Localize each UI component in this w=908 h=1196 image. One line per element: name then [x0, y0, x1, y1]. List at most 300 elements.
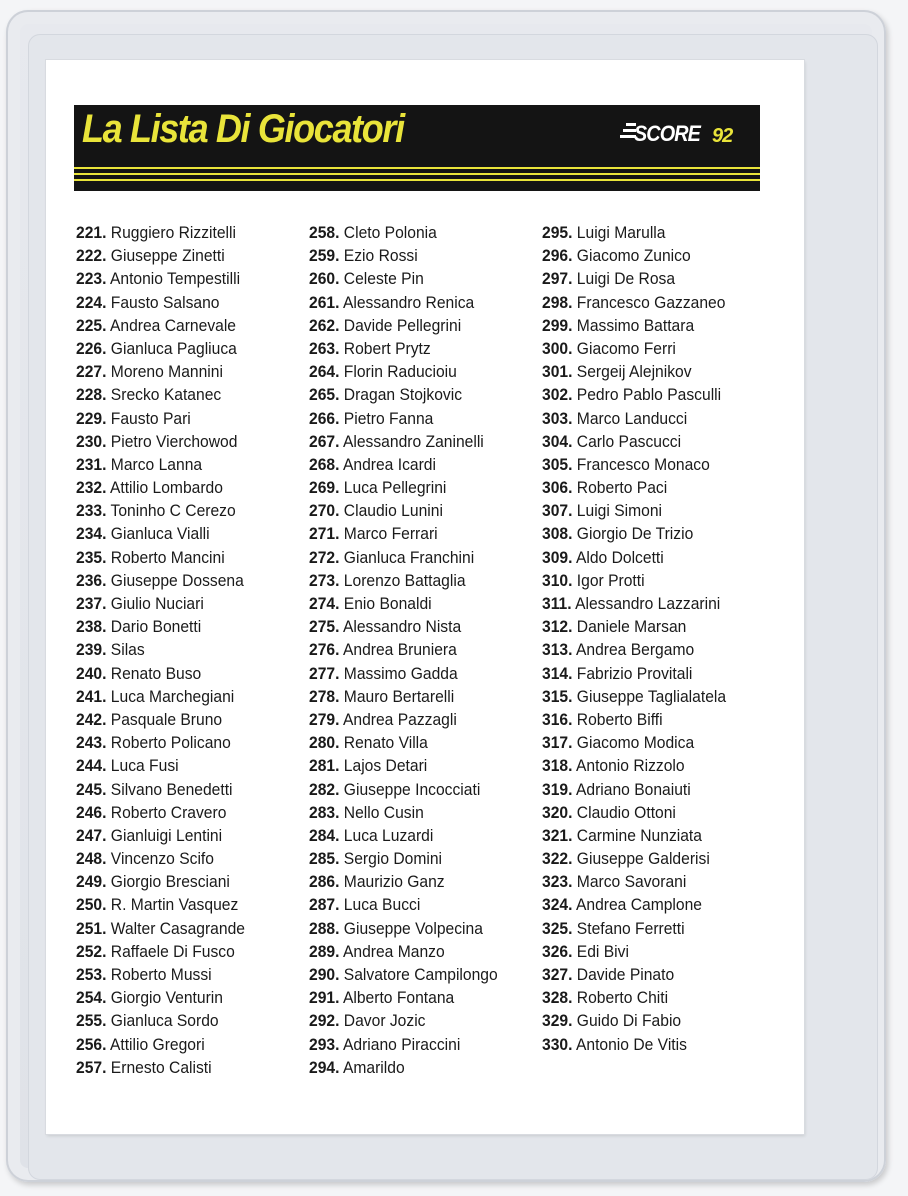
player-name: Giuseppe Zinetti — [110, 246, 225, 266]
player-name: Cleto Polonia — [343, 223, 437, 242]
card-number: 316. — [542, 709, 573, 729]
list-item — [309, 569, 498, 592]
list-item — [76, 383, 245, 406]
list-item — [76, 522, 245, 545]
player-name: Marco Savorani — [576, 872, 687, 892]
card-number: 291. — [309, 988, 340, 1008]
list-item — [542, 847, 726, 870]
player-name: Pedro Pablo Pasculli — [576, 385, 722, 405]
card-number: 263. — [309, 338, 340, 358]
list-item — [542, 638, 726, 661]
logo-year: 92 — [712, 125, 733, 147]
card-number: 240. — [76, 663, 107, 683]
list-item — [76, 662, 245, 685]
list-item — [76, 314, 245, 337]
list-item — [542, 314, 726, 337]
list-item — [76, 1033, 245, 1056]
card-number: 244. — [76, 756, 107, 776]
card-number: 287. — [309, 895, 340, 915]
player-name: Aldo Dolcetti — [575, 547, 664, 567]
player-name: R. Martin Vasquez — [110, 895, 239, 915]
player-name: Luigi Simoni — [576, 501, 663, 521]
list-item — [309, 244, 498, 267]
card-number: 238. — [76, 617, 107, 637]
player-name: Giacomo Modica — [576, 733, 695, 753]
list-item — [542, 917, 726, 940]
player-name: Lajos Detari — [343, 756, 428, 776]
player-name: Andrea Pazzagli — [342, 709, 457, 729]
list-item — [309, 1033, 498, 1056]
list-item — [542, 244, 726, 267]
list-item — [542, 754, 726, 777]
player-name: Luigi De Rosa — [576, 269, 676, 289]
list-item — [542, 337, 726, 360]
player-name: Giuseppe Galderisi — [576, 849, 710, 869]
player-name: Carlo Pascucci — [576, 431, 682, 451]
list-item — [309, 546, 498, 569]
player-name: Roberto Paci — [576, 478, 668, 498]
player-name: Davide Pellegrini — [343, 315, 462, 335]
list-item — [309, 638, 498, 661]
card-number: 313. — [542, 640, 573, 660]
list-item — [76, 546, 245, 569]
list-item — [76, 801, 245, 824]
card-number: 221. — [76, 223, 107, 242]
list-item — [542, 986, 726, 1009]
player-name: Roberto Chiti — [576, 988, 669, 1008]
list-item — [76, 476, 245, 499]
player-name: Guido Di Fabio — [576, 1011, 682, 1031]
list-item — [542, 615, 726, 638]
player-name: Gianluca Pagliuca — [110, 338, 237, 358]
card-number: 303. — [542, 408, 573, 428]
player-name: Silas — [110, 640, 145, 660]
card-number: 267. — [309, 431, 340, 451]
card-number: 285. — [309, 849, 340, 869]
player-name: Andrea Icardi — [342, 454, 436, 474]
checklist-card — [46, 60, 804, 1134]
list-item — [542, 893, 726, 916]
list-item — [542, 662, 726, 685]
player-name: Nello Cusin — [343, 802, 424, 822]
list-item — [542, 824, 726, 847]
player-name: Renato Buso — [110, 663, 202, 683]
card-number: 288. — [309, 918, 340, 938]
card-number: 328. — [542, 988, 573, 1008]
list-item — [309, 963, 498, 986]
list-item — [309, 940, 498, 963]
card-number: 312. — [542, 617, 573, 637]
player-name: Ezio Rossi — [343, 246, 418, 266]
player-name: Gianluca Franchini — [343, 547, 475, 567]
card-number: 270. — [309, 501, 340, 521]
checklist-column-3 — [542, 221, 742, 1056]
card-number: 310. — [542, 570, 573, 590]
player-name: Alessandro Renica — [342, 292, 475, 312]
player-name: Giacomo Zunico — [576, 246, 691, 266]
player-name: Antonio Rizzolo — [575, 756, 685, 776]
player-name: Silvano Benedetti — [110, 779, 233, 799]
list-item — [542, 407, 726, 430]
list-item — [76, 360, 245, 383]
player-name: Davor Jozic — [343, 1011, 426, 1031]
card-number: 278. — [309, 686, 340, 706]
card-number: 330. — [542, 1034, 573, 1054]
player-name: Walter Casagrande — [110, 918, 245, 938]
list-item — [76, 685, 245, 708]
player-name: Attilio Lombardo — [109, 478, 223, 498]
card-number: 233. — [76, 501, 107, 521]
player-name: Luigi Marulla — [576, 223, 666, 242]
player-name: Luca Bucci — [343, 895, 421, 915]
card-number: 306. — [542, 478, 573, 498]
list-item — [309, 337, 498, 360]
logo-text: SCORE — [634, 121, 700, 146]
card-number: 286. — [309, 872, 340, 892]
card-number: 300. — [542, 338, 573, 358]
list-item — [542, 360, 726, 383]
player-name: Claudio Lunini — [343, 501, 443, 521]
player-name: Attilio Gregori — [109, 1034, 205, 1054]
player-name: Giuseppe Dossena — [110, 570, 244, 590]
card-number: 279. — [309, 709, 340, 729]
list-item — [76, 337, 245, 360]
card-number: 284. — [309, 825, 340, 845]
player-name: Srecko Katanec — [110, 385, 222, 405]
card-number: 281. — [309, 756, 340, 776]
card-number: 226. — [76, 338, 107, 358]
card-number: 290. — [309, 965, 340, 984]
card-number: 325. — [542, 918, 573, 938]
player-name: Amarildo — [342, 1057, 405, 1077]
card-number: 253. — [76, 965, 107, 984]
card-number: 280. — [309, 733, 340, 753]
list-item — [76, 1009, 245, 1032]
card-number: 293. — [309, 1034, 340, 1054]
list-item — [309, 754, 498, 777]
list-item — [76, 893, 245, 916]
list-item — [76, 917, 245, 940]
player-name: Daniele Marsan — [576, 617, 687, 637]
list-item — [76, 731, 245, 754]
list-item — [542, 267, 726, 290]
list-item — [542, 940, 726, 963]
list-item — [76, 778, 245, 801]
player-name: Luca Luzardi — [343, 825, 434, 845]
list-item — [76, 407, 245, 430]
player-name: Alberto Fontana — [342, 988, 455, 1008]
list-item — [76, 291, 245, 314]
card-number: 242. — [76, 709, 107, 729]
player-name: Giuseppe Volpecina — [343, 918, 483, 938]
list-item — [542, 221, 726, 244]
list-item — [309, 685, 498, 708]
card-number: 294. — [309, 1057, 340, 1077]
card-number: 292. — [309, 1011, 340, 1031]
card-number: 247. — [76, 825, 107, 845]
player-name: Giorgio De Trizio — [576, 524, 694, 544]
title-banner — [74, 105, 760, 161]
player-name: Giuseppe Taglialatela — [576, 686, 727, 706]
player-name: Alessandro Lazzarini — [575, 594, 721, 613]
list-item — [76, 615, 245, 638]
player-name: Mauro Bertarelli — [343, 686, 455, 706]
list-item — [76, 638, 245, 661]
card-number: 265. — [309, 385, 340, 405]
card-number: 308. — [542, 524, 573, 544]
list-item — [309, 430, 498, 453]
card-number: 245. — [76, 779, 107, 799]
card-number: 268. — [309, 454, 340, 474]
player-name: Davide Pinato — [576, 965, 675, 984]
card-number: 274. — [309, 594, 340, 613]
list-item — [309, 360, 498, 383]
player-name: Antonio Tempestilli — [109, 269, 241, 289]
player-name: Raffaele Di Fusco — [110, 941, 235, 961]
card-number: 230. — [76, 431, 107, 451]
list-item — [76, 244, 245, 267]
list-item — [309, 407, 498, 430]
list-item — [309, 1056, 498, 1079]
list-item — [542, 291, 726, 314]
list-item — [309, 847, 498, 870]
player-name: Gianluca Vialli — [110, 524, 210, 544]
list-item — [309, 522, 498, 545]
list-item — [76, 963, 245, 986]
list-item — [542, 685, 726, 708]
list-item — [309, 824, 498, 847]
list-item — [309, 476, 498, 499]
list-item — [542, 801, 726, 824]
card-number: 298. — [542, 292, 573, 312]
player-name: Giorgio Bresciani — [110, 872, 230, 892]
player-name: Pietro Vierchowod — [110, 431, 238, 451]
player-name: Andrea Bergamo — [575, 640, 695, 660]
player-name: Andrea Bruniera — [342, 640, 457, 660]
player-name: Giulio Nuciari — [110, 594, 204, 613]
player-name: Igor Protti — [576, 570, 645, 590]
card-number: 243. — [76, 733, 107, 753]
list-item — [542, 499, 726, 522]
card-number: 305. — [542, 454, 573, 474]
list-item — [542, 430, 726, 453]
list-item — [309, 267, 498, 290]
card-number: 264. — [309, 362, 340, 382]
card-number: 266. — [309, 408, 340, 428]
player-name: Fausto Salsano — [110, 292, 220, 312]
list-item — [76, 754, 245, 777]
card-number: 314. — [542, 663, 573, 683]
card-number: 223. — [76, 269, 107, 289]
card-number: 307. — [542, 501, 573, 521]
player-name: Giorgio Venturin — [110, 988, 223, 1008]
card-number: 254. — [76, 988, 107, 1008]
card-number: 297. — [542, 269, 573, 289]
player-name: Andrea Manzo — [342, 941, 445, 961]
player-name: Stefano Ferretti — [576, 918, 685, 938]
banner-stripes — [74, 161, 760, 191]
card-number: 224. — [76, 292, 107, 312]
card-number: 323. — [542, 872, 573, 892]
list-item — [309, 592, 498, 615]
player-name: Claudio Ottoni — [576, 802, 676, 822]
list-item — [76, 986, 245, 1009]
list-item — [309, 778, 498, 801]
player-name: Renato Villa — [343, 733, 428, 753]
list-item — [542, 870, 726, 893]
list-item — [542, 383, 726, 406]
card-number: 251. — [76, 918, 107, 938]
player-name: Lorenzo Battaglia — [343, 570, 466, 590]
player-name: Sergeij Alejnikov — [576, 362, 692, 382]
list-item — [542, 778, 726, 801]
player-name: Roberto Biffi — [576, 709, 663, 729]
list-item — [309, 870, 498, 893]
card-number: 276. — [309, 640, 340, 660]
card-number: 315. — [542, 686, 573, 706]
card-number: 257. — [76, 1057, 107, 1077]
player-name: Maurizio Ganz — [343, 872, 445, 892]
player-name: Andrea Camplone — [575, 895, 703, 915]
player-name: Ernesto Calisti — [110, 1057, 212, 1077]
list-item — [542, 731, 726, 754]
card-number: 283. — [309, 802, 340, 822]
player-name: Fausto Pari — [110, 408, 191, 428]
card-number: 289. — [309, 941, 340, 961]
card-number: 255. — [76, 1011, 107, 1031]
player-name: Sergio Domini — [343, 849, 443, 869]
card-number: 320. — [542, 802, 573, 822]
player-name: Roberto Mussi — [110, 965, 212, 984]
player-name: Antonio De Vitis — [575, 1034, 687, 1054]
player-name: Marco Lanna — [110, 454, 203, 474]
player-name: Pasquale Bruno — [110, 709, 223, 729]
card-number: 311. — [542, 594, 572, 613]
player-name: Moreno Mannini — [110, 362, 223, 382]
checklist-column-1 — [76, 221, 260, 1079]
list-item — [309, 662, 498, 685]
card-number: 318. — [542, 756, 573, 776]
list-item — [542, 708, 726, 731]
card-number: 261. — [309, 292, 340, 312]
card-number: 228. — [76, 385, 107, 405]
card-number: 269. — [309, 478, 340, 498]
list-item — [542, 476, 726, 499]
list-item — [309, 801, 498, 824]
card-number: 258. — [309, 223, 340, 242]
card-number: 301. — [542, 362, 573, 382]
player-name: Florin Raducioiu — [343, 362, 457, 382]
card-number: 309. — [542, 547, 573, 567]
player-name: Giacomo Ferri — [576, 338, 676, 358]
player-name: Alessandro Nista — [342, 617, 462, 637]
score-logo — [620, 119, 746, 153]
card-number: 271. — [309, 524, 340, 544]
player-name: Celeste Pin — [343, 269, 424, 289]
list-item — [309, 917, 498, 940]
player-name: Ruggiero Rizzitelli — [110, 223, 236, 242]
player-name: Gianluca Sordo — [110, 1011, 219, 1031]
list-item — [309, 986, 498, 1009]
card-number: 231. — [76, 454, 107, 474]
list-item — [76, 940, 245, 963]
list-item — [309, 221, 498, 244]
list-item — [309, 291, 498, 314]
list-item — [76, 1056, 245, 1079]
player-name: Toninho C Cerezo — [110, 501, 236, 521]
list-item — [309, 383, 498, 406]
card-number: 260. — [309, 269, 340, 289]
card-number: 235. — [76, 547, 107, 567]
card-number: 225. — [76, 315, 107, 335]
player-name: Giuseppe Incocciati — [343, 779, 481, 799]
list-item — [76, 430, 245, 453]
card-number: 256. — [76, 1034, 107, 1054]
card-number: 324. — [542, 895, 573, 915]
player-name: Luca Fusi — [110, 756, 179, 776]
list-item — [76, 267, 245, 290]
list-item — [542, 546, 726, 569]
player-name: Roberto Mancini — [110, 547, 225, 567]
list-item — [542, 522, 726, 545]
player-name: Fabrizio Provitali — [576, 663, 693, 683]
player-name: Enio Bonaldi — [343, 594, 432, 613]
card-number: 246. — [76, 802, 107, 822]
player-name: Pietro Fanna — [343, 408, 434, 428]
card-number: 321. — [542, 825, 573, 845]
card-number: 322. — [542, 849, 573, 869]
card-number: 259. — [309, 246, 340, 266]
player-name: Gianluigi Lentini — [110, 825, 223, 845]
player-name: Adriano Piraccini — [342, 1034, 461, 1054]
card-number: 304. — [542, 431, 573, 451]
list-item — [76, 708, 245, 731]
player-name: Luca Marchegiani — [110, 686, 235, 706]
list-item — [309, 453, 498, 476]
player-name: Roberto Policano — [110, 733, 231, 753]
card-number: 326. — [542, 941, 573, 961]
card-number: 296. — [542, 246, 573, 266]
player-name: Carmine Nunziata — [576, 825, 702, 845]
card-number: 249. — [76, 872, 107, 892]
card-number: 234. — [76, 524, 107, 544]
list-item — [76, 824, 245, 847]
player-name: Dario Bonetti — [110, 617, 202, 637]
player-name: Massimo Battara — [576, 315, 695, 335]
list-item — [76, 569, 245, 592]
card-number: 236. — [76, 570, 107, 590]
list-item — [309, 731, 498, 754]
list-item — [542, 592, 726, 615]
player-name: Robert Prytz — [343, 338, 431, 358]
card-number: 277. — [309, 663, 340, 683]
card-number: 282. — [309, 779, 340, 799]
list-item — [76, 453, 245, 476]
list-item — [309, 893, 498, 916]
list-item — [76, 221, 245, 244]
card-number: 272. — [309, 547, 340, 567]
player-name: Marco Landucci — [576, 408, 688, 428]
card-number: 275. — [309, 617, 340, 637]
list-item — [76, 847, 245, 870]
card-number: 302. — [542, 385, 573, 405]
card-number: 250. — [76, 895, 107, 915]
list-item — [542, 569, 726, 592]
list-item — [309, 615, 498, 638]
player-name: Andrea Carnevale — [109, 315, 237, 335]
card-number: 295. — [542, 223, 573, 242]
card-number: 229. — [76, 408, 107, 428]
